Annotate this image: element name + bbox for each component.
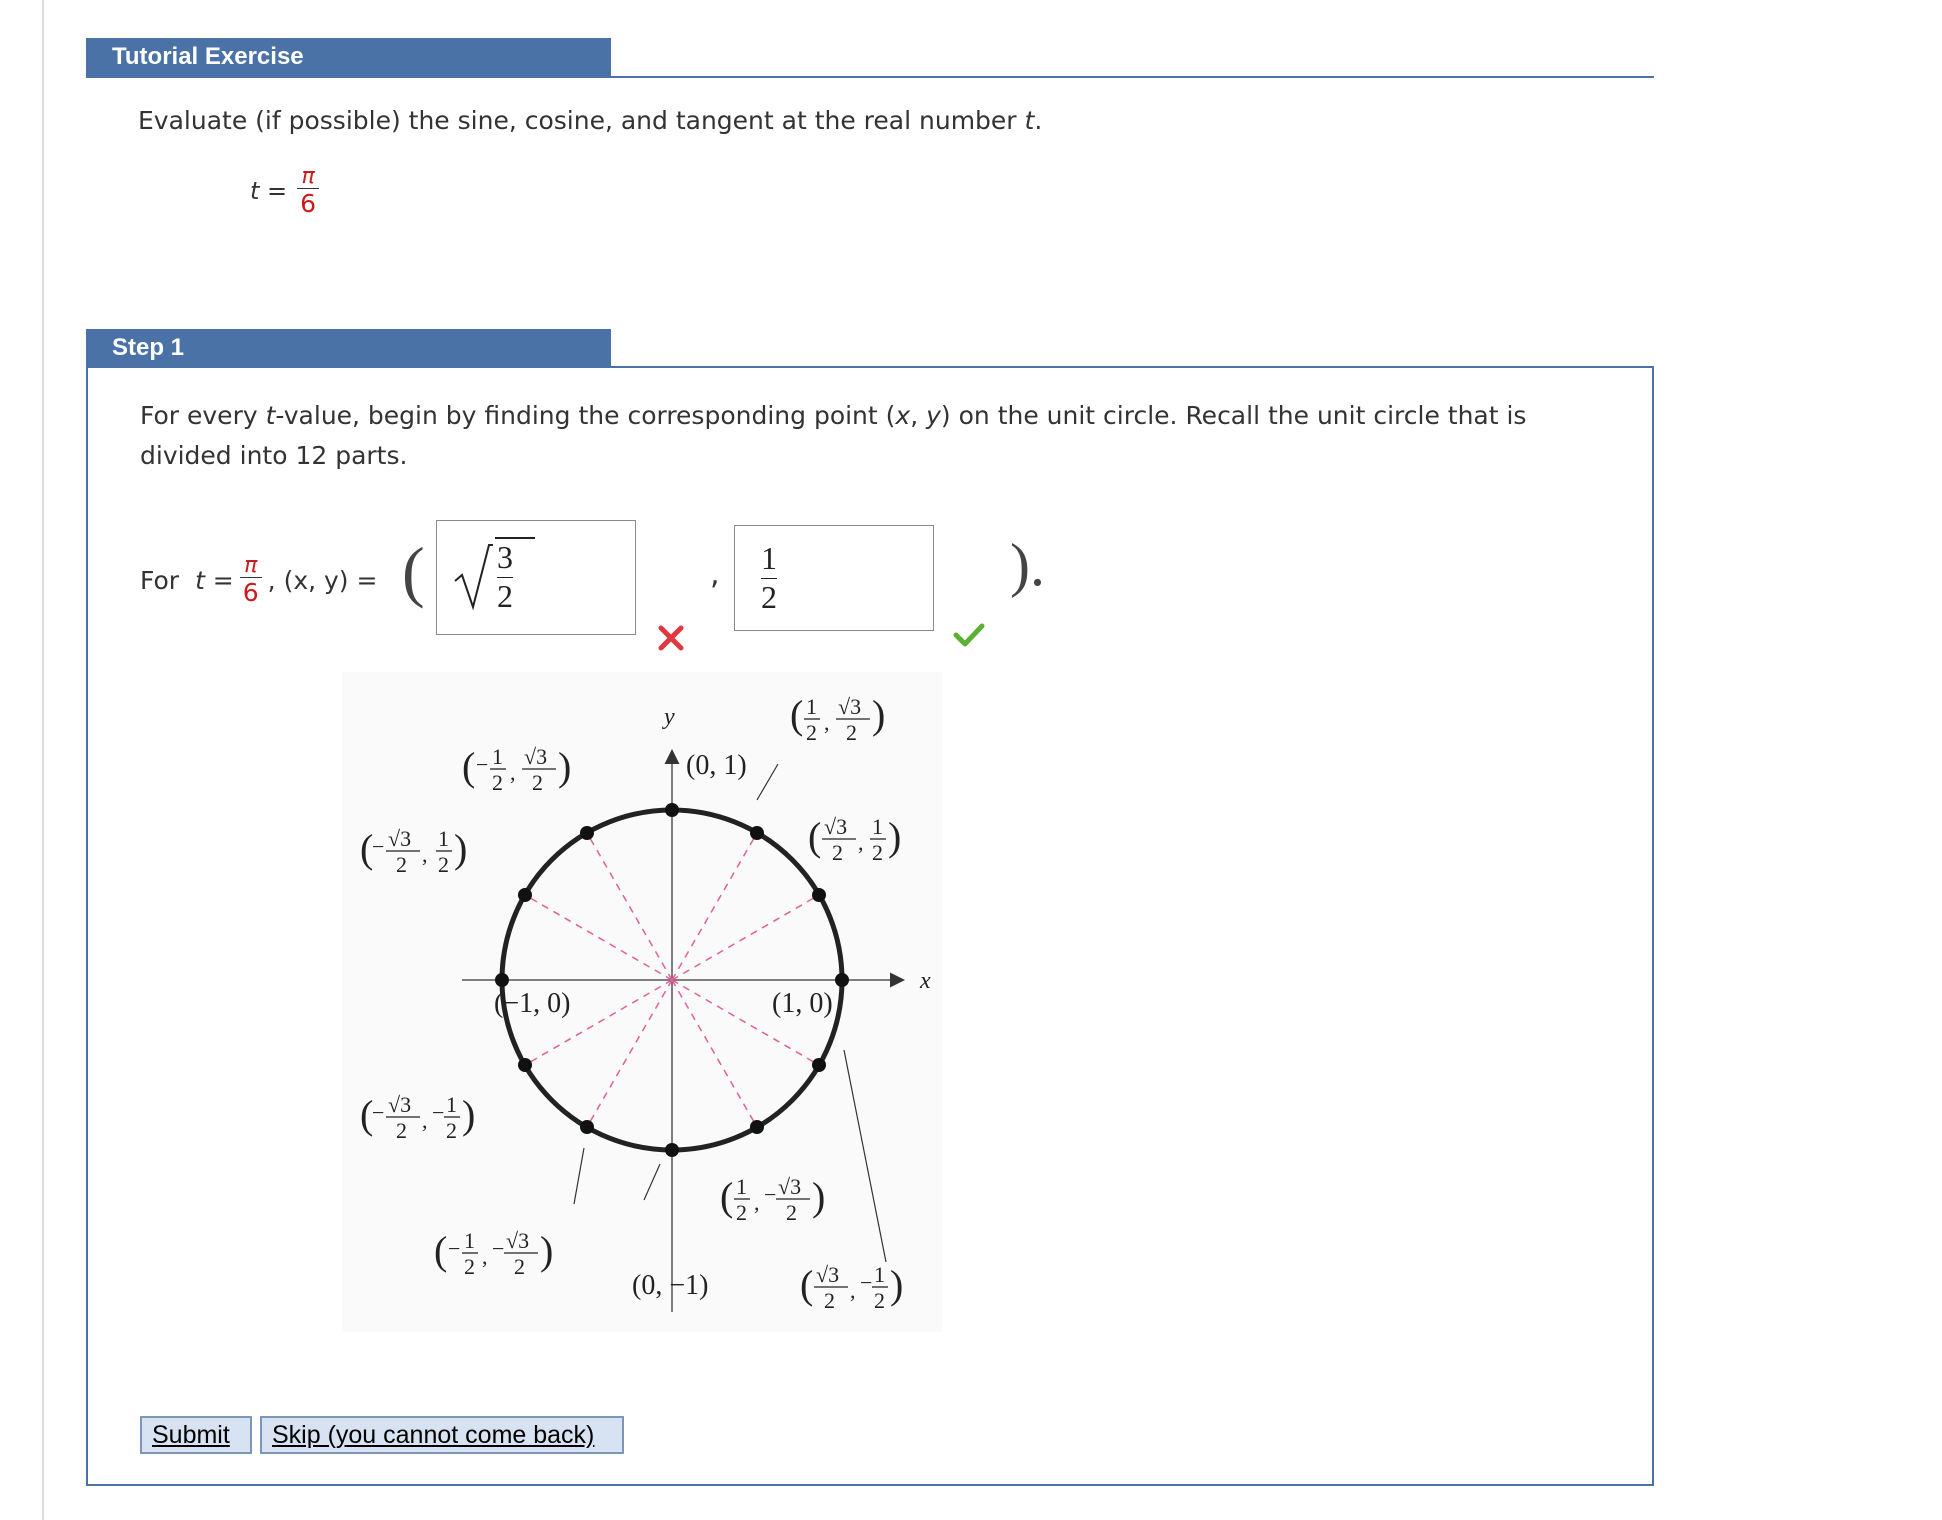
t-fraction-denominator: 6 — [297, 188, 319, 216]
svg-text:(: ( — [790, 692, 804, 737]
prompt-prefix: Evaluate (if possible) the sine, cosine, and tangent at the real number — [138, 106, 1025, 135]
svg-text:√3: √3 — [778, 1174, 802, 1199]
answer2-denominator: 2 — [761, 579, 777, 616]
correct-check-icon — [952, 621, 986, 649]
svg-text:,: , — [422, 842, 428, 867]
svg-text:,: , — [510, 760, 516, 785]
prompt-variable: t — [1024, 106, 1035, 135]
step-t-equals: t = — [195, 565, 234, 595]
svg-text:,: , — [482, 1244, 488, 1269]
for-label: For — [140, 565, 180, 595]
unit-circle-diagram — [342, 672, 942, 1332]
svg-text:2: 2 — [492, 770, 503, 795]
prompt-suffix: . — [1034, 106, 1043, 135]
step1-instructions — [140, 396, 1620, 476]
svg-text:): ) — [872, 692, 886, 737]
answer-row — [140, 515, 1340, 645]
svg-text:1: 1 — [492, 744, 503, 769]
svg-text:2: 2 — [786, 1200, 797, 1225]
step-t-fraction — [240, 555, 262, 605]
diagram-background — [342, 672, 942, 1332]
svg-text:√3: √3 — [388, 826, 412, 851]
answer-input-1[interactable] — [436, 520, 636, 635]
svg-text:−: − — [476, 752, 489, 777]
instr-text-4: ) on the unit circle. Recall the unit circle that is divided into 12 parts. — [140, 401, 1527, 470]
submit-button[interactable]: Submit — [140, 1416, 252, 1454]
step-t-denominator: 6 — [240, 577, 262, 605]
t-value-equation — [250, 166, 319, 216]
point-label-bottom: (0, −1) — [632, 1270, 709, 1301]
t-equals-label: t = — [250, 177, 288, 205]
svg-text:(: ( — [462, 744, 476, 789]
svg-text:): ) — [454, 826, 468, 871]
point-label-right: (1, 0) — [772, 988, 833, 1019]
svg-text:2: 2 — [824, 1288, 835, 1313]
svg-text:−: − — [372, 1100, 385, 1125]
svg-text:): ) — [558, 744, 572, 789]
svg-text:2: 2 — [396, 852, 407, 877]
instr-var-x: x — [895, 401, 911, 430]
svg-text:−: − — [492, 1236, 505, 1261]
svg-text:2: 2 — [438, 852, 449, 877]
svg-text:,: , — [754, 1190, 760, 1215]
xy-label: , (x, y) = — [267, 565, 378, 595]
incorrect-x-icon — [656, 623, 686, 653]
svg-text:2: 2 — [446, 1118, 457, 1143]
svg-text:√3: √3 — [388, 1092, 412, 1117]
answer1-numerator: 3 — [497, 539, 513, 575]
tutorial-exercise-header: Tutorial Exercise — [86, 38, 611, 76]
svg-text:(: ( — [720, 1174, 734, 1219]
svg-text:,: , — [824, 710, 830, 735]
svg-text:(: ( — [800, 1262, 814, 1307]
svg-text:−: − — [432, 1100, 445, 1125]
left-rule — [42, 0, 44, 1520]
svg-text:(: ( — [360, 1092, 374, 1137]
svg-text:−: − — [372, 834, 385, 859]
svg-text:,: , — [858, 830, 864, 855]
svg-text:2: 2 — [736, 1200, 747, 1225]
t-fraction-numerator: π — [301, 164, 315, 189]
svg-text:(: ( — [808, 814, 822, 859]
svg-text:1: 1 — [806, 694, 817, 719]
answer-input-2[interactable] — [734, 525, 934, 631]
step1-header: Step 1 — [86, 329, 611, 367]
svg-text:(: ( — [434, 1228, 448, 1273]
svg-text:2: 2 — [846, 720, 857, 745]
point-label-left: (−1, 0) — [494, 988, 571, 1019]
answer1-denominator: 2 — [497, 578, 513, 615]
svg-text:(: ( — [360, 826, 374, 871]
svg-text:√3: √3 — [524, 744, 548, 769]
separator-comma: , — [710, 557, 720, 592]
svg-text:√3: √3 — [838, 694, 862, 719]
svg-text:1: 1 — [446, 1092, 457, 1117]
svg-text:−: − — [448, 1236, 461, 1261]
x-axis-label: x — [920, 968, 931, 994]
instr-var-y: y — [926, 401, 941, 430]
point-label-top: (0, 1) — [686, 750, 747, 781]
svg-text:2: 2 — [396, 1118, 407, 1143]
svg-text:,: , — [850, 1278, 856, 1303]
svg-text:1: 1 — [872, 814, 883, 839]
svg-text:√3: √3 — [816, 1262, 840, 1287]
svg-text:2: 2 — [806, 720, 817, 745]
svg-text:−: − — [860, 1270, 873, 1295]
open-paren: ( — [402, 533, 425, 609]
square-root-icon — [453, 541, 493, 611]
instr-text-1: For every — [140, 401, 266, 430]
instr-var-t: t — [265, 401, 276, 430]
answer2-numerator: 1 — [761, 540, 777, 576]
svg-text:): ) — [462, 1092, 476, 1137]
svg-text:2: 2 — [464, 1254, 475, 1279]
svg-text:−: − — [764, 1182, 777, 1207]
svg-text:): ) — [540, 1228, 554, 1273]
problem-prompt — [138, 104, 1042, 138]
svg-text:2: 2 — [874, 1288, 885, 1313]
t-fraction — [297, 166, 319, 216]
y-axis-label: y — [664, 704, 675, 730]
svg-text:2: 2 — [832, 840, 843, 865]
header-underline — [86, 76, 1654, 78]
instr-text-3: , — [910, 401, 927, 430]
svg-text:1: 1 — [736, 1174, 747, 1199]
svg-text:): ) — [888, 814, 902, 859]
answer2-fraction — [761, 542, 777, 615]
instr-text-2: -value, begin by finding the corresponding point ( — [275, 401, 896, 430]
svg-text:2: 2 — [514, 1254, 525, 1279]
svg-text:,: , — [422, 1108, 428, 1133]
svg-text:2: 2 — [872, 840, 883, 865]
svg-text:1: 1 — [464, 1228, 475, 1253]
svg-text:): ) — [890, 1262, 904, 1307]
svg-text:): ) — [812, 1174, 826, 1219]
svg-text:1: 1 — [438, 826, 449, 851]
step-t-numerator: π — [244, 553, 258, 578]
closing-paren: ). — [1010, 532, 1045, 598]
answer1-fraction — [497, 541, 513, 614]
answer-label — [140, 555, 377, 605]
svg-text:√3: √3 — [824, 814, 848, 839]
skip-button[interactable]: Skip (you cannot come back) — [260, 1416, 624, 1454]
svg-text:√3: √3 — [506, 1228, 530, 1253]
svg-text:1: 1 — [874, 1262, 885, 1287]
svg-text:2: 2 — [532, 770, 543, 795]
